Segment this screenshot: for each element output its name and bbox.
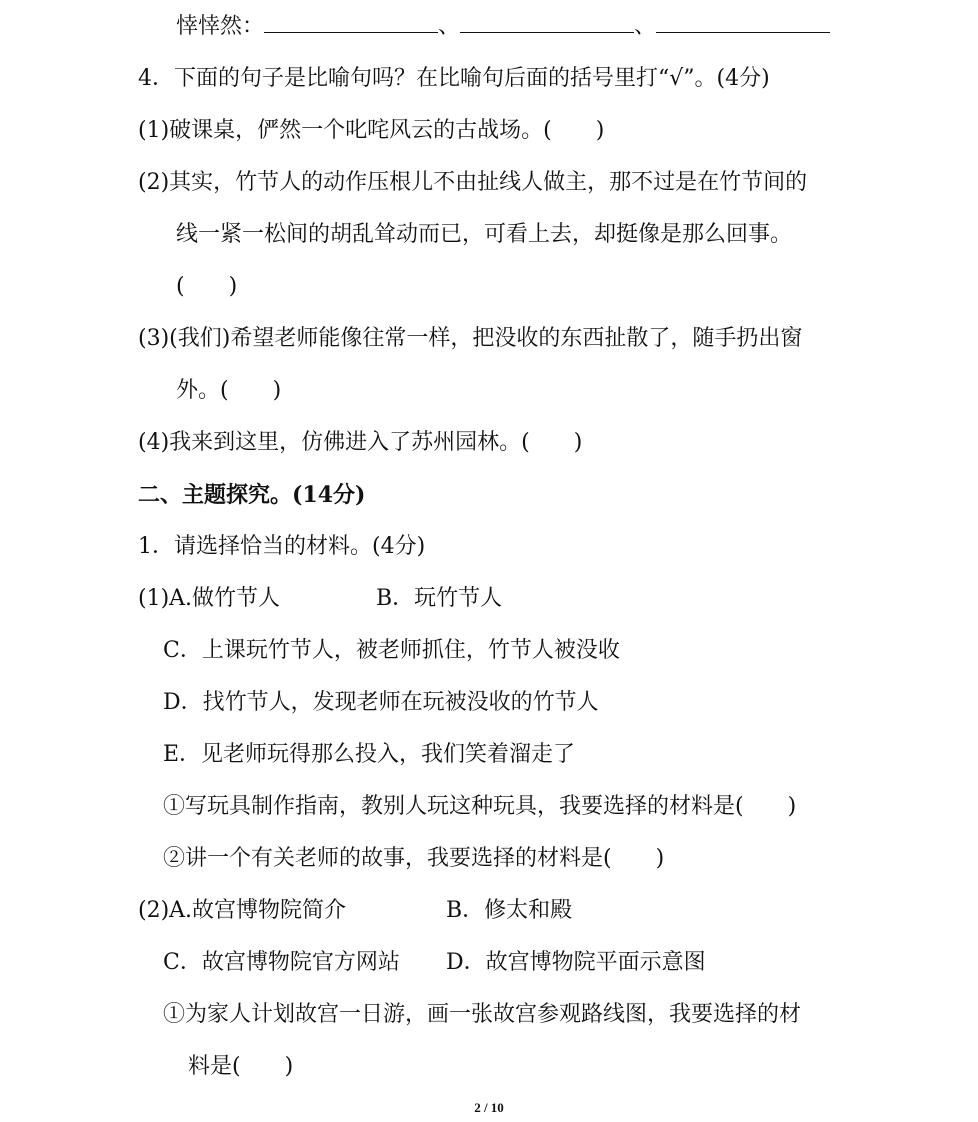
paren-close: ) <box>272 378 282 403</box>
q4-item-3-line-2 <box>176 376 281 406</box>
section-2-title: 二、主题探究。(14分) <box>138 482 366 508</box>
option-c: C．上课玩竹节人，被老师抓住，竹节人被没收 <box>163 638 620 663</box>
question-4-title: 4．下面的句子是比喻句吗？在比喻句后面的括号里打“√”。(4分) <box>138 66 770 91</box>
subquestion-text: ①写玩具制作指南，教别人玩这种玩具，我要选择的材料是( <box>163 794 744 819</box>
q4-item-2-paren <box>176 272 237 302</box>
subquestion-text: 料是( <box>188 1054 241 1079</box>
word-label: 悻悻然： <box>176 14 265 39</box>
paren-close: ) <box>787 794 797 819</box>
q4-item-2-line-2: 线一紧一松间的胡乱耸动而已，可看上去，却挺像是那么回事。 <box>176 222 793 247</box>
option-b: B．修太和殿 <box>446 898 573 923</box>
option-d: D．找竹节人，发现老师在玩被没收的竹节人 <box>163 690 599 715</box>
option-c: C．故宫博物院官方网站 <box>163 950 400 975</box>
q1-part1-subquestion-1 <box>163 792 796 822</box>
answer-blank-2[interactable] <box>460 12 634 33</box>
option-a: (1)A.做竹节人 <box>138 586 281 611</box>
separator: 、 <box>438 14 461 39</box>
paren-open: ( <box>176 274 185 299</box>
page-number: 2 / 10 <box>474 1100 504 1115</box>
answer-line-xingxingran <box>176 12 830 42</box>
q4-item-3-line-1: (3)(我们)希望老师能像往常一样，把没收的东西扯散了，随手扔出窗 <box>138 326 803 351</box>
paren-close: ) <box>655 846 665 871</box>
option-d: D．故宫博物院平面示意图 <box>446 950 706 975</box>
option-b: B．玩竹节人 <box>376 586 503 611</box>
separator: 、 <box>634 14 657 39</box>
q4-item-2-line-1: (2)其实，竹节人的动作压根儿不由扯线人做主，那不过是在竹节间的 <box>138 170 808 195</box>
paren-close: ) <box>284 1054 294 1079</box>
paren-close: ) <box>573 430 583 455</box>
q1-part2-subquestion-1-line-1: ①为家人计划故宫一日游，画一张故宫参观路线图，我要选择的材 <box>163 1002 802 1027</box>
q1-part1-options-ab <box>138 584 280 614</box>
paren-close: ) <box>595 118 605 143</box>
q4-item-4 <box>138 428 582 458</box>
answer-blank-1[interactable] <box>264 12 438 33</box>
item-text: (1)破课桌，俨然一个叱咤风云的古战场。( <box>138 118 552 143</box>
option-a: (2)A.故宫博物院简介 <box>138 898 347 923</box>
option-e: E．见老师玩得那么投入，我们笑着溜走了 <box>163 742 576 767</box>
q4-item-1 <box>138 116 604 146</box>
q1-part1-subquestion-2 <box>163 844 664 874</box>
q1-part2-subquestion-1-line-2 <box>188 1052 293 1082</box>
question-1-title: 1．请选择恰当的材料。(4分) <box>138 534 426 559</box>
item-text: 外。( <box>176 378 229 403</box>
answer-blank-3[interactable] <box>656 12 830 33</box>
subquestion-text: ②讲一个有关老师的故事，我要选择的材料是( <box>163 846 612 871</box>
item-text: (4)我来到这里，仿佛进入了苏州园林。( <box>138 430 530 455</box>
paren-close: ) <box>228 274 238 299</box>
